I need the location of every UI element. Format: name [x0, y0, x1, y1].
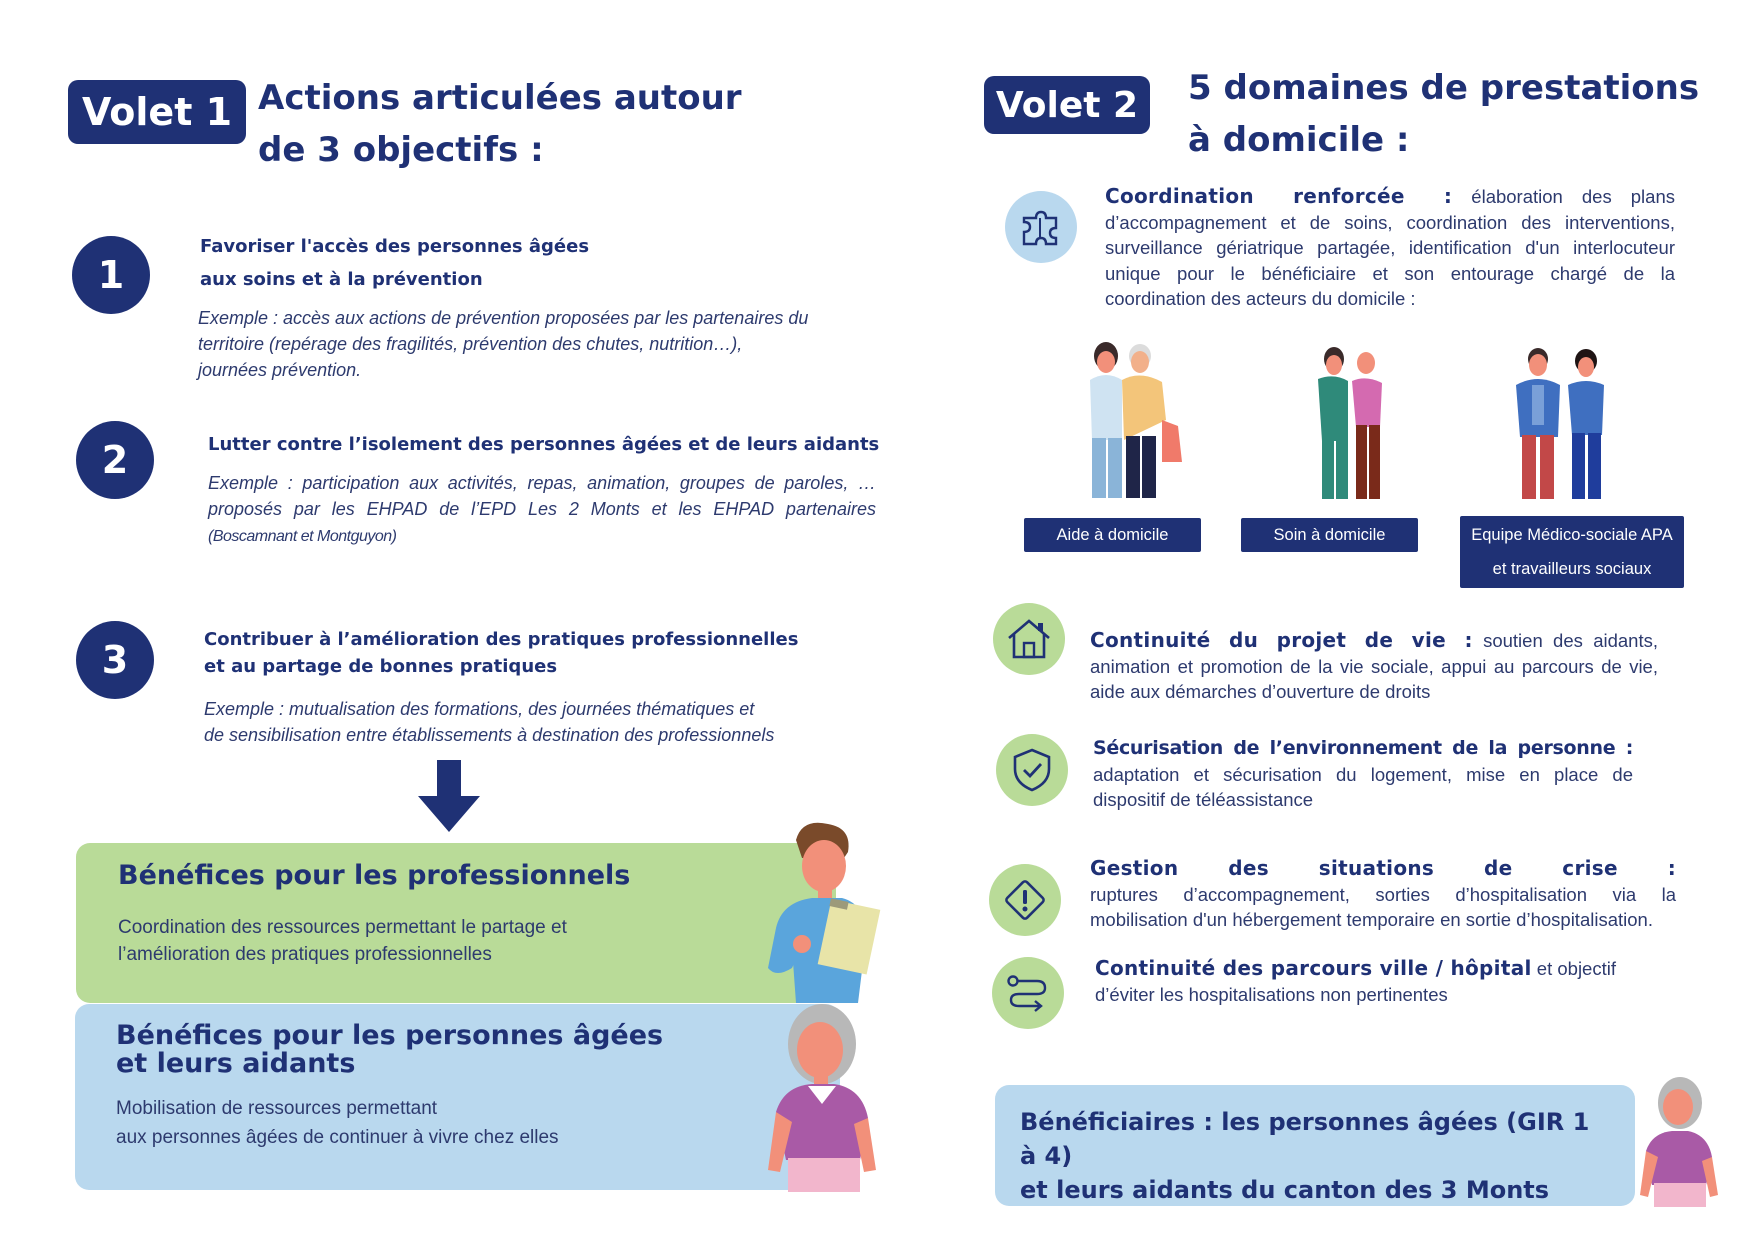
life-project-lead: Continuité du projet de vie : — [1090, 628, 1473, 652]
role-label-medico-social-team — [1460, 516, 1684, 588]
volet2-title-line2: à domicile : — [1188, 120, 1410, 160]
objective-1-example-line3: journées prévention. — [198, 360, 362, 380]
elderly-woman-illustration — [762, 1000, 882, 1195]
objective-1-number: 1 — [72, 236, 150, 314]
objective-1-title — [200, 230, 820, 296]
benefit-professionals-text — [118, 914, 718, 968]
coordination-lead: Coordination renforcée : — [1105, 184, 1453, 208]
objective-2-example-partners: (Boscamnant et Montguyon) — [208, 528, 397, 545]
beneficiaries-line1: Bénéficiaires : les personnes âgées (GIR 1 à 4) — [1020, 1108, 1590, 1170]
objective-3-number: 3 — [76, 621, 154, 699]
security-description: adaptation et sécurisation du logement, mise en place de dispositif de téléassistance — [1093, 763, 1633, 810]
crisis-text — [1090, 856, 1676, 933]
benefit-elderly-text — [116, 1094, 716, 1152]
security-icon-circle — [996, 734, 1068, 806]
objective-3-example-line2: de sensibilisation entre établissements à destination des professionnels — [204, 725, 775, 745]
objective-1-example-line2: territoire (repérage des fragilités, prévention des chutes, nutrition…), — [198, 334, 743, 354]
beneficiaries-title — [1020, 1105, 1600, 1207]
benefit-elderly-title — [116, 1022, 716, 1078]
benefit-elderly-text-line2: aux personnes âgées de continuer à vivre chez elles — [116, 1127, 559, 1148]
care-pathway-lead: Continuité des parcours ville / hôpital — [1095, 956, 1532, 980]
benefit-professionals-title: Bénéfices pour les professionnels — [118, 860, 631, 891]
crisis-description: ruptures d’accompagnement, sorties d’hospitalisation via la mobilisation d'un hébergement temporaire en sortie d’hospitalisation. — [1090, 883, 1676, 930]
coordination-icon-circle — [1005, 191, 1077, 263]
objective-2-number: 2 — [76, 421, 154, 499]
elderly-woman-small-illustration — [1636, 1075, 1720, 1210]
objective-3-example-line1: Exemple : mutualisation des formations, des journées thématiques et — [204, 699, 755, 719]
benefit-professionals-text-line1: Coordination des ressources permettant le partage et — [118, 917, 567, 938]
care-pathway-icon-circle — [992, 957, 1064, 1029]
volet2-badge: Volet 2 — [984, 76, 1150, 134]
objective-3-example — [204, 696, 884, 748]
objective-2-title: Lutter contre l’isolement des personnes âgées et de leurs aidants — [208, 434, 880, 455]
objective-1-title-line1: Favoriser l'accès des personnes âgées — [200, 236, 590, 257]
objective-1-title-line2: aux soins et à la prévention — [200, 269, 483, 290]
objective-2-example — [208, 470, 876, 550]
volet1-title-line2: de 3 objectifs : — [258, 130, 544, 170]
benefit-elderly-title-line2: et leurs aidants — [116, 1048, 356, 1079]
volet1-title — [258, 72, 818, 176]
objective-1-example — [198, 305, 898, 383]
role-label-home-aide: Aide à domicile — [1024, 518, 1201, 552]
objective-3-title — [204, 626, 864, 680]
house-icon — [1005, 616, 1053, 662]
professional-illustration — [762, 818, 892, 1003]
puzzle-icon — [1018, 204, 1064, 250]
life-project-description: soutien des aidants, animation et promotion de la vie sociale, appui au parcours de vie, aide aux démarches d’ouverture de droits — [1090, 630, 1658, 702]
care-pathway-text — [1095, 956, 1655, 1007]
role-label-medico-social-team-line2: et travailleurs sociaux — [1492, 560, 1652, 578]
home-aide-illustration — [1070, 340, 1190, 505]
benefit-elderly-text-line1: Mobilisation de ressources permettant — [116, 1098, 438, 1119]
objective-1-example-line1: Exemple : accès aux actions de prévention proposées par les partenaires du — [198, 308, 809, 328]
benefit-elderly-title-line1: Bénéfices pour les personnes âgées — [116, 1020, 664, 1051]
volet1-badge: Volet 1 — [68, 80, 246, 144]
medico-social-team-illustration — [1502, 345, 1622, 505]
objective-2-example-text: Exemple : participation aux activités, repas, animation, groupes de paroles, … proposés par les EHPAD de l’EPD Les 2 Monts et les EHPAD partenaires — [208, 473, 876, 519]
volet1-title-line1: Actions articulées autour — [258, 78, 742, 118]
crisis-icon-circle — [989, 864, 1061, 936]
security-text — [1093, 735, 1633, 813]
objective-3-title-line2: et au partage de bonnes pratiques — [204, 656, 558, 677]
down-arrow-icon — [418, 760, 480, 832]
objective-3-title-line1: Contribuer à l’amélioration des pratiques professionnelles — [204, 629, 799, 650]
security-lead: Sécurisation de l’environnement de la personne : — [1093, 737, 1633, 759]
home-care-illustration — [1300, 345, 1400, 505]
role-label-home-care: Soin à domicile — [1241, 518, 1418, 552]
life-project-text — [1090, 628, 1658, 705]
volet2-title-line1: 5 domaines de prestations — [1188, 68, 1700, 108]
benefit-professionals-text-line2: l’amélioration des pratiques professionnelles — [118, 944, 492, 965]
role-label-medico-social-team-line1: Equipe Médico-sociale APA — [1471, 526, 1673, 544]
coordination-description: élaboration des plans d’accompagnement et de soins, coordination des interventions, surveillance gériatrique partagée, identification d'un interlocuteur unique pour le bénéficiaire et son entourage chargé de la coordination des acteurs du domicile : — [1105, 186, 1675, 309]
warning-icon — [1002, 877, 1048, 923]
beneficiaries-line2: et leurs aidants du canton des 3 Monts — [1020, 1176, 1550, 1204]
route-icon — [1005, 973, 1051, 1013]
coordination-text — [1105, 184, 1675, 312]
volet2-title — [1188, 62, 1728, 166]
care-pathway-description: et objectif d’éviter les hospitalisations non pertinentes — [1095, 958, 1616, 1005]
shield-check-icon — [1011, 747, 1053, 793]
life-project-icon-circle — [993, 603, 1065, 675]
crisis-lead: Gestion des situations de crise : — [1090, 856, 1676, 880]
